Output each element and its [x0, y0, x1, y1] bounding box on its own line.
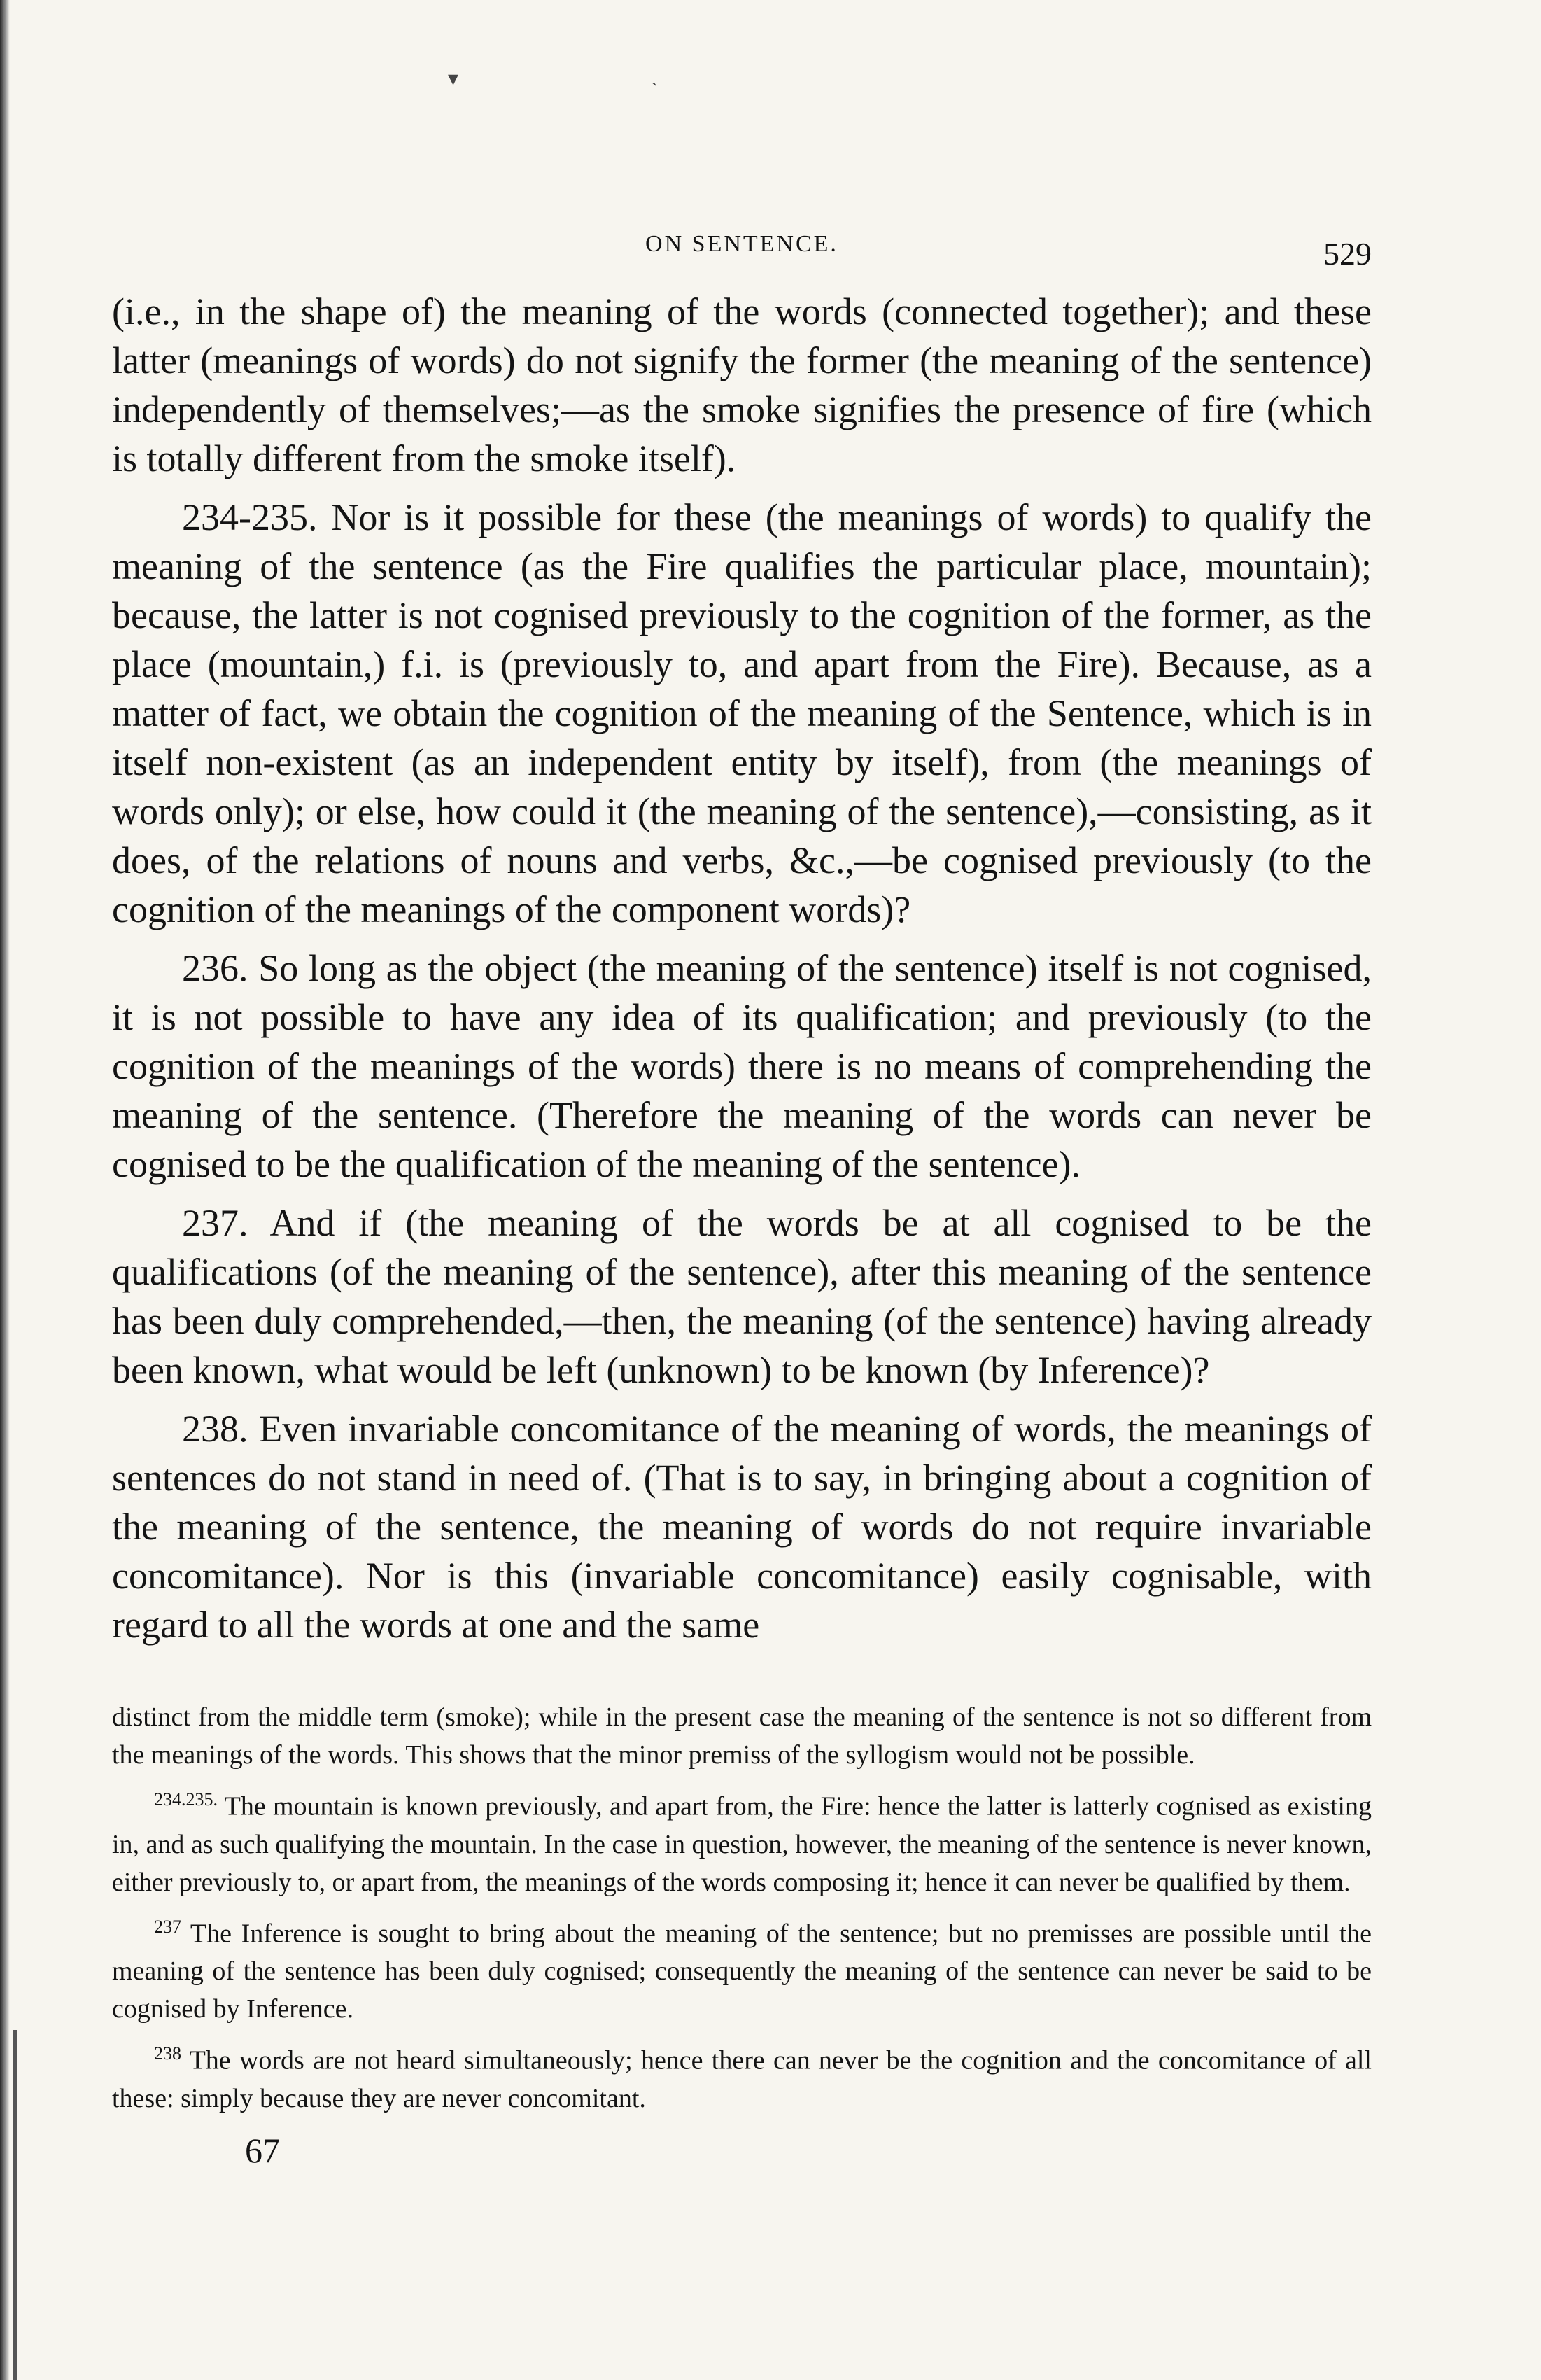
paragraph-text: Even invariable concomitance of the meaning of words, the meanings of sentences do not stand in need of. (That is to say, in bringing about a cognition of the meaning of the sentence, the meaning of words do not require invariable concomitance). Nor is this (invariable concomitance) easily cognisable, with regard to all the words at one and the same	[112, 1408, 1372, 1646]
footnotes	[112, 1698, 1372, 2118]
scan-speck: ˏ	[651, 63, 658, 86]
scan-edge-mark	[13, 2030, 17, 2380]
page	[112, 231, 1372, 2171]
paragraph-237	[112, 1198, 1372, 1394]
verse-number: 238.	[182, 1408, 248, 1450]
page-number: 529	[1323, 236, 1372, 272]
scan-speck: ▾	[448, 67, 459, 90]
footnote-text: The mountain is known previously, and apart from, the Fire: hence the latter is latterly cognised as existing in, and as such qualifying the mountain. In the case in question, however, the meaning of the sentence is never known, either previously to, or apart from, the meanings of the words composing it; hence it can never be qualified by them.	[112, 1791, 1372, 1897]
paragraph-continued: (i.e., in the shape of) the meaning of the words (connected together); and these latter (meanings of words) do not signify the former (the meaning of the sentence) independently of themselves;—as the smoke signifies the presence of fire (which is totally different from the smoke itself).	[112, 290, 1372, 479]
verse-number: 234-235.	[182, 496, 318, 538]
verse-number: 236.	[182, 947, 248, 989]
paragraph-234-235	[112, 493, 1372, 934]
footnote-number: 238	[154, 2043, 181, 2064]
signature-mark: 67	[245, 2130, 280, 2170]
footnote-continued: distinct from the middle term (smoke); while in the present case the meaning of the sentence is not so different from the meanings of the words. This shows that the minor premiss of the syllogism would not be possible.	[112, 1702, 1372, 1770]
paragraph-text: So long as the object (the meaning of the sentence) itself is not cognised, it is not possible to have any idea of its qualification; and previously (to the cognition of the meanings of the words) there is no means of comprehending the meaning of the sentence. (Therefore the meaning of the words can never be cognised to be the qualification of the meaning of the sentence).	[112, 947, 1372, 1185]
footnote-text: The words are not heard simultaneously; hence there can never be the cognition and the concomitance of all these: simply because they are never concomitant.	[112, 2045, 1372, 2113]
footnote-number: 234.235.	[154, 1789, 218, 1809]
footnote-234-235	[112, 1781, 1372, 1901]
footnote-text: The Inference is sought to bring about the meaning of the sentence; but no premisses are possible until the meaning of the sentence has been duly cognised; consequently the meaning of the sentence can never be said to be cognised by Inference.	[112, 1919, 1372, 2024]
running-title: ON SENTENCE.	[645, 231, 838, 257]
footnote-238	[112, 2035, 1372, 2118]
footnote-237	[112, 1908, 1372, 2029]
paragraph-238	[112, 1404, 1372, 1649]
verse-number: 237.	[182, 1202, 248, 1244]
paragraph-text: And if (the meaning of the words be at all cognised to be the qualifications (of the meaning of the sentence), after this meaning of the sentence has been duly comprehended,—then, the meaning (of the sentence) having already been known, what would be left (unknown) to be known (by Inference)?	[112, 1202, 1372, 1391]
footnote-number: 237	[154, 1916, 181, 1937]
page-header	[112, 231, 1372, 287]
scan-edge	[0, 0, 10, 2380]
paragraph-236	[112, 944, 1372, 1189]
main-text	[112, 287, 1372, 1649]
paragraph-text: Nor is it possible for these (the meanings of words) to qualify the meaning of the sentence (as the Fire qualifies the particular place, mountain); because, the latter is not cognised previously to the cognition of the former, as the place (mountain,) f.i. is (previously to, and apart from the Fire). Because, as a matter of fact, we obtain the cognition of the meaning of the Sentence, which is in itself non-existent (as an independent entity by itself), from (the meanings of words only); or else, how could it (the meaning of the sentence),—consisting, as it does, of the relations of nouns and verbs, &c.,—be cognised previously (to the cognition of the meanings of the component words)?	[112, 496, 1372, 930]
